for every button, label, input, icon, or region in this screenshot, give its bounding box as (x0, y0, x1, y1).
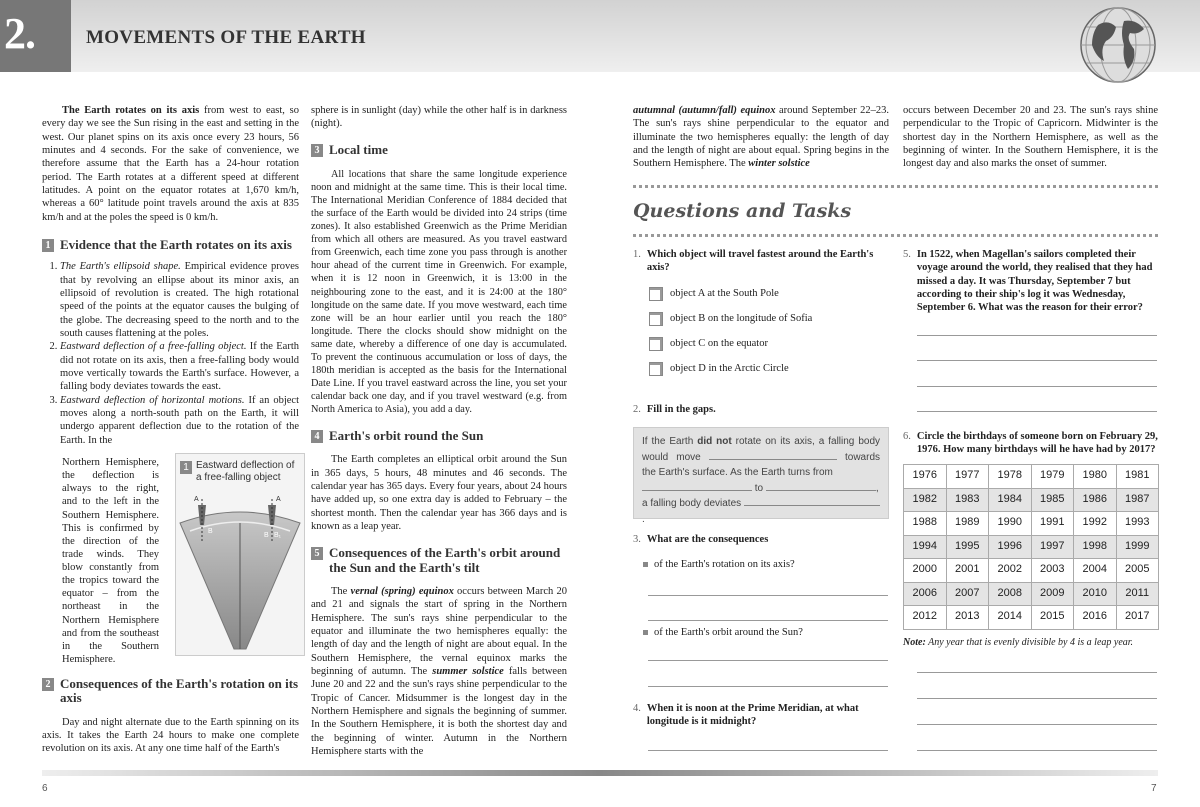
figure-label: A (276, 496, 281, 503)
year-cell[interactable]: 2005 (1116, 559, 1159, 583)
q1-options (649, 287, 889, 376)
dotted-divider (633, 234, 1158, 237)
section-title: Local time (329, 141, 388, 157)
gap-blank[interactable] (642, 483, 752, 491)
years-row (904, 582, 1159, 606)
year-cell[interactable]: 2007 (946, 582, 989, 606)
figure-label: B (208, 528, 213, 535)
figure-number: 1 (180, 461, 192, 474)
section-2-heading (42, 677, 299, 706)
year-cell[interactable]: 2017 (1116, 606, 1159, 630)
section-1-heading (42, 238, 299, 252)
checkbox[interactable] (649, 312, 663, 326)
intro-bold: The Earth rotates on its axis (62, 105, 200, 116)
year-cell[interactable]: 1994 (904, 535, 947, 559)
years-table (903, 464, 1159, 630)
answer-line[interactable] (648, 686, 888, 687)
year-cell[interactable]: 1999 (1116, 535, 1159, 559)
year-cell[interactable]: 1998 (1074, 535, 1117, 559)
q3-sub-b: of the Earth's orbit around the Sun? (643, 626, 803, 639)
answer-line[interactable] (917, 750, 1157, 751)
wrap-text: Northern Hemisphere, the deflection is always to the right, and to the left in the Southern Hemisphere. This is confirmed by the direction of the trade winds. They blow constantly from the tropics toward the equator – from the northeast in the Northern Hemisphere and from the southeast in the Southern Hemisphere. (62, 457, 159, 665)
years-row (904, 606, 1159, 630)
bullet-icon (643, 630, 648, 635)
year-cell[interactable]: 2000 (904, 559, 947, 583)
bullet-icon (643, 562, 648, 567)
gap-fill-box: If the Earth did not rotate on its axis, a falling body would move towards the Earth's surface. As the Earth turns from to , a falling body deviates . (633, 427, 889, 519)
questions-title: Questions and Tasks (633, 200, 852, 222)
year-cell[interactable]: 2016 (1074, 606, 1117, 630)
year-cell[interactable]: 2014 (989, 606, 1032, 630)
year-cell[interactable]: 2004 (1074, 559, 1117, 583)
figure-label: A (194, 496, 199, 503)
answer-line[interactable] (917, 360, 1157, 361)
leap-year-note: Note: Any year that is evenly divisible by 4 is a leap year. (903, 637, 1134, 648)
year-cell[interactable]: 2015 (1031, 606, 1074, 630)
year-cell[interactable]: 2001 (946, 559, 989, 583)
dotted-divider (633, 185, 1158, 188)
year-cell[interactable]: 2010 (1074, 582, 1117, 606)
globe-icon (1078, 5, 1158, 85)
section-3-text: All locations that share the same longitude experience noon and midnight at the same time. This is their local time. The International Meridian Conference of 1884 decided that the surface of the Earth would be divided into 24 strips (time zones). It also established Greenwich as the Prime Meridian from which all others are measured. As you travel eastward from Greenwich, each time zone you pass through is another hour ahead of the current time in Greenwich. For example, when it is 12 noon in Greenwich, it is 13:00 in the neighbouring zone to the east, and it is 24:00 at the 180° longitude on the same date. If you move westward, each time zone will be an hour earlier until you reach the 180° longitude. There the clocks should show midnight on the same date, whereby a difference of one day is accumulated. To prevent the continuous accumulation or loss of days, the 180th meridian is accepted as the basis for the International Date Line. If you travel eastward across the line, you set your calendar back one day, and if you travel westward (e.g. from North America to Asia), you add a day. (311, 168, 567, 416)
figure-drawing (176, 483, 304, 653)
list-item: 3. Eastward deflection of horizontal motions. If an object moves along a north-south path on the Earth, it will undergo apparent deflection due to the rotation of the Earth. In the (60, 394, 299, 447)
question-4: 4. When it is noon at the Prime Meridian, at what longitude is it midnight? (633, 703, 859, 728)
chapter-title: MOVEMENTS OF THE EARTH (86, 27, 366, 48)
year-cell[interactable]: 2003 (1031, 559, 1074, 583)
figure-label: B (264, 532, 269, 539)
checkbox[interactable] (649, 337, 663, 351)
years-row (904, 512, 1159, 536)
year-cell[interactable]: 1984 (989, 488, 1032, 512)
page-number-left: 6 (42, 783, 48, 794)
section-number: 2 (42, 678, 54, 691)
section-title: Consequences of the Earth's rotation on its axis (60, 676, 299, 706)
year-cell[interactable]: 1977 (946, 465, 989, 489)
year-cell[interactable]: 2012 (904, 606, 947, 630)
year-cell[interactable]: 2002 (989, 559, 1032, 583)
question-5: 5. In 1522, when Magellan's sailors completed their voyage around the world, they realised that they had missed a day. It was Thursday, September 7 but according to their ship's log it was Wednesday, September 6. What was the reason for their error? (903, 249, 1153, 314)
year-cell[interactable]: 1985 (1031, 488, 1074, 512)
year-cell[interactable]: 1991 (1031, 512, 1074, 536)
section-2 (42, 677, 299, 756)
year-cell[interactable]: 1988 (904, 512, 947, 536)
year-cell[interactable]: 1979 (1031, 465, 1074, 489)
section-number: 5 (311, 547, 323, 560)
option-row: object C on the equator (649, 337, 889, 351)
figure-caption (176, 454, 304, 483)
years-row (904, 465, 1159, 489)
section-4-heading (311, 429, 567, 443)
section-3-heading (311, 143, 567, 157)
answer-line[interactable] (917, 672, 1157, 673)
year-cell[interactable]: 1976 (904, 465, 947, 489)
answer-line[interactable] (917, 724, 1157, 725)
right-column-2-text: occurs between December 20 and 23. The sun's rays shine perpendicular to the Tropic of Capricorn. Midwinter is the shortest day in the Northern Hemisphere, as well as the beginning of winter. In the Southern Hemisphere, it is the longest day and also marks the onset of summer. (903, 105, 1158, 170)
year-cell[interactable]: 2011 (1116, 582, 1159, 606)
answer-line[interactable] (648, 620, 888, 621)
year-cell[interactable]: 1978 (989, 465, 1032, 489)
year-cell[interactable]: 2009 (1031, 582, 1074, 606)
year-cell[interactable]: 2013 (946, 606, 989, 630)
answer-line[interactable] (917, 698, 1157, 699)
year-cell[interactable]: 1986 (1074, 488, 1117, 512)
figure-label: B₁ (274, 532, 282, 539)
option-row: object B on the longitude of Sofia (649, 312, 889, 326)
question-3: 3. What are the consequences (633, 534, 769, 545)
answer-line[interactable] (917, 335, 1157, 336)
answer-line[interactable] (648, 750, 888, 751)
intro-paragraph (42, 104, 299, 224)
checkbox[interactable] (649, 287, 663, 301)
year-cell[interactable]: 1996 (989, 535, 1032, 559)
page-number-right: 7 (1151, 783, 1157, 794)
section-number: 1 (42, 239, 54, 252)
left-column (42, 104, 299, 447)
figure-title: Eastward deflection of a free-falling object (196, 460, 295, 483)
year-cell[interactable]: 1993 (1116, 512, 1159, 536)
year-cell[interactable]: 1995 (946, 535, 989, 559)
question-2: 2. Fill in the gaps. (633, 404, 716, 415)
footer-bar (42, 770, 1158, 776)
year-cell[interactable]: 1989 (946, 512, 989, 536)
middle-column (311, 104, 567, 758)
section-5-text: The vernal (spring) equinox occurs between March 20 and 21 and signals the start of spring in the Northern Hemisphere. The sun's rays shine perpendicular to the equator and illuminate the two hemispheres equally: the length of day and the length of night are about equal. In the Southern Hemisphere, the vernal equinox marks the beginning of autumn. The summer solstice falls between June 20 and 22 and the sun's rays shine perpendicular to the Tropic of Cancer. Midsummer is the longest day in the Northern Hemisphere and signals the beginning of summer. In the Southern Hemisphere, it is both the shortest day and the beginning of winter. Autumn in the Northern Hemisphere starts with the (311, 586, 567, 757)
year-cell[interactable]: 1997 (1031, 535, 1074, 559)
q3-sub-a: of the Earth's rotation on its axis? (643, 558, 795, 571)
year-cell[interactable]: 1980 (1074, 465, 1117, 489)
intro-text: from west to east, so every day we see the Sun rising in the east and setting in the west. Our planet spins on its axis once every 23 hours, 56 minutes and 4 seconds. For the sake of convenience, we therefore assume that the Earth has a 24-hour rotation period. The Earth rotates at a different speed at different latitudes. A point on the equator rotates at 1,670 km/h, whereas a 60° latitude point travels around the axis at 835 km/h and at the poles the speed is 0 km/h. (42, 105, 299, 223)
option-row: object A at the South Pole (649, 287, 889, 301)
option-row: object D in the Arctic Circle (649, 362, 889, 376)
chapter-number: 2. (0, 0, 71, 72)
answer-line[interactable] (917, 411, 1157, 412)
years-row (904, 559, 1159, 583)
answer-line[interactable] (648, 660, 888, 661)
list-item: 1. The Earth's ellipsoid shape. Empirical evidence proves that by revolving an ellipse about its minor axis, an ellipsoid of revolution is created. The high rotational speed of the points at the equator causes the bulging of the globe. The decreasing speed to the north and to the south causes flattening at the poles. (60, 260, 299, 340)
gap-blank[interactable] (766, 483, 876, 491)
list-item: 2. Eastward deflection of a free-falling object. If the Earth did not rotate on its axis, then a free-falling body would move vertically towards the Earth's surface. However, a falling body deviates towards the east. (60, 340, 299, 393)
section-5-heading (311, 546, 567, 575)
gap-blank[interactable] (744, 498, 880, 506)
checkbox[interactable] (649, 362, 663, 376)
answer-line[interactable] (648, 595, 888, 596)
section-title: Consequences of the Earth's orbit around the Sun and the Earth's tilt (329, 545, 561, 575)
question-6: 6. Circle the birthdays of someone born on February 29, 1976. How many birthdays will he have had by 2017? (903, 431, 1158, 456)
year-cell[interactable]: 2008 (989, 582, 1032, 606)
right-column-1-text: autumnal (autumn/fall) equinox around September 22–23. The sun's rays shine perpendicular to the equator and illuminate the two hemispheres equally: the length of day and the length of night are about equal. Spring begins in the Southern Hemisphere. The winter solstice (633, 105, 889, 170)
figure-free-fall (175, 453, 305, 656)
year-cell[interactable]: 1990 (989, 512, 1032, 536)
section-4-text: The Earth completes an elliptical orbit around the Sun in 365 days, 5 hours, 48 minutes and 46 seconds. The calendar year has 365 days. Every four years, about 24 hours have added up, so one extra day is added to February – the shortest month. Then the calendar year has 366 days and is known as a leap year. (311, 454, 567, 533)
years-row (904, 488, 1159, 512)
year-cell[interactable]: 1981 (1116, 465, 1159, 489)
evidence-list (60, 260, 299, 447)
section-number: 3 (311, 144, 323, 157)
section-number: 4 (311, 430, 323, 443)
year-cell[interactable]: 1982 (904, 488, 947, 512)
year-cell[interactable]: 2006 (904, 582, 947, 606)
question-1: 1. Which object will travel fastest around the Earth's axis? object A at the South Pole object B on the longitude of Sofia object C on the equator object D in the Arctic Circle (633, 248, 889, 376)
section-2-text: Day and night alternate due to the Earth spinning on its axis. It takes the Earth 24 hours to make one complete revolution on its axis. At any one time half of the Earth's (42, 716, 299, 755)
section-title: Earth's orbit round the Sun (329, 428, 484, 444)
continued-text: sphere is in sunlight (day) while the other half is in darkness (night). (311, 105, 567, 130)
year-cell[interactable]: 1983 (946, 488, 989, 512)
section-title: Evidence that the Earth rotates on its axis (60, 236, 292, 252)
answer-line[interactable] (917, 386, 1157, 387)
year-cell[interactable]: 1987 (1116, 488, 1159, 512)
gap-blank[interactable] (709, 452, 837, 460)
year-cell[interactable]: 1992 (1074, 512, 1117, 536)
years-row (904, 535, 1159, 559)
